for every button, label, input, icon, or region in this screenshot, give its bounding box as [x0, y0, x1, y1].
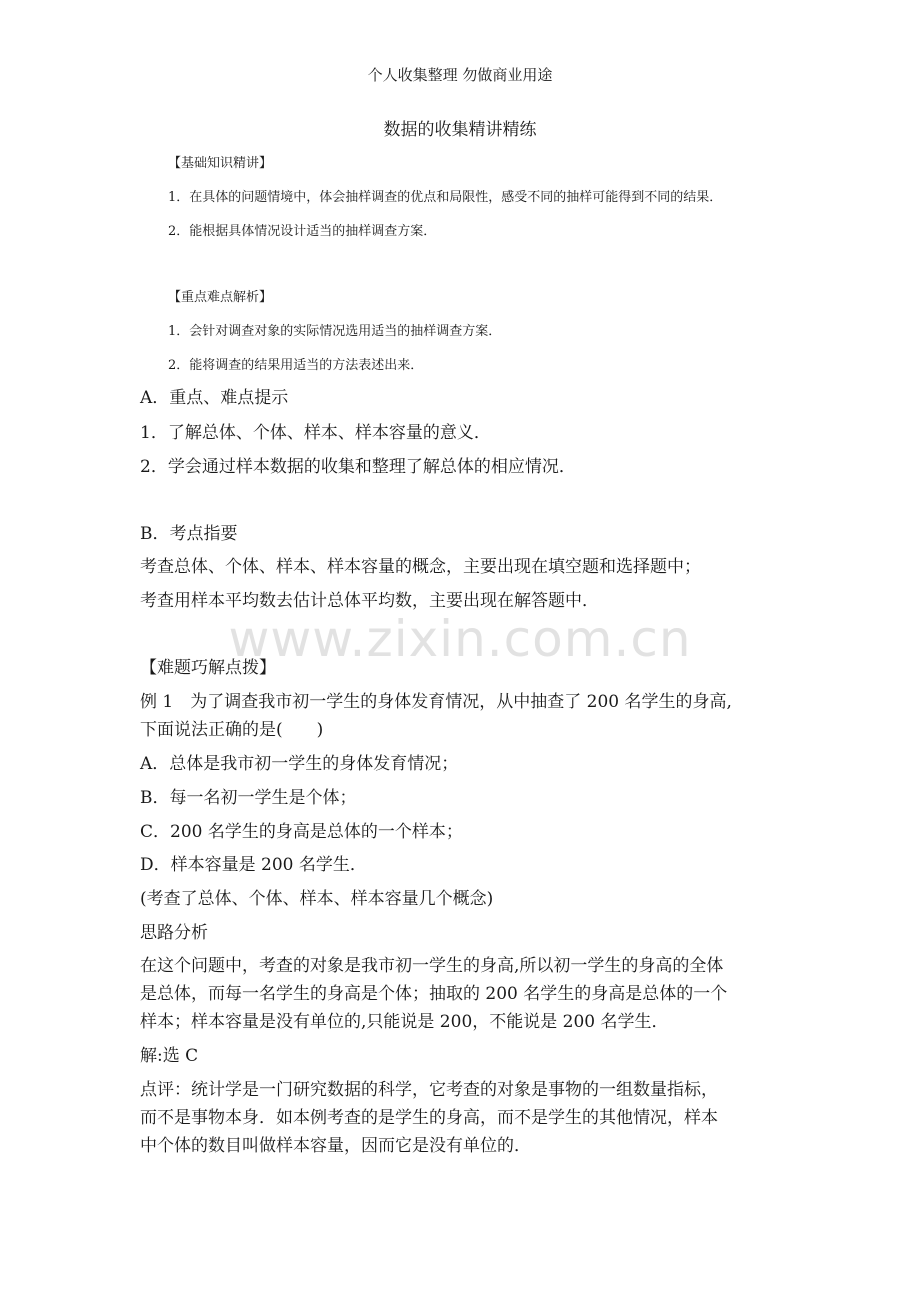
basic-item: 1．在具体的问题情境中，体会抽样调查的优点和局限性，感受不同的抽样可能得到不同的结果． — [168, 190, 723, 205]
section-heading-key: 【重点难点解析】 — [168, 290, 273, 305]
basic-item: 2．能根据具体情况设计适当的抽样调查方案． — [168, 224, 437, 239]
comment-line: 而不是事物本身．如本例考查的是学生的身高，而不是学生的其他情况，样本 — [140, 1108, 718, 1128]
section-heading-example: 【难题巧解点拨】 — [140, 658, 276, 678]
section-heading-b: B．考点指要 — [140, 524, 238, 544]
section-heading-a: A．重点、难点提示 — [140, 388, 289, 408]
option-b: B．每一名初一学生是个体； — [140, 788, 357, 808]
comment-line: 中个体的数目叫做样本容量，因而它是没有单位的． — [140, 1136, 531, 1156]
page-title: 数据的收集精讲精练 — [383, 120, 537, 140]
analysis-heading: 思路分析 — [140, 923, 208, 943]
key-item: 2．能将调查的结果用适当的方法表述出来． — [168, 358, 424, 373]
example-question-line: 下面说法正确的是( ) — [140, 720, 324, 740]
option-d: D．样本容量是 200 名学生． — [140, 855, 367, 875]
analysis-line: 是总体，而每一名学生的身高是个体；抽取的 200 名学生的身高是总体的一个 — [140, 984, 728, 1004]
key-item: 1．会针对调查对象的实际情况选用适当的抽样调查方案． — [168, 324, 502, 339]
page-header: 个人收集整理 勿做商业用途 — [367, 66, 553, 84]
comment-line: 点评：统计学是一门研究数据的科学，它考查的对象是事物的一组数量指标， — [140, 1080, 718, 1100]
analysis-line: 样本；样本容量是没有单位的,只能说是 200，不能说是 200 名学生． — [140, 1012, 669, 1032]
example-question-line: 例 1 为了调查我市初一学生的身体发育情况，从中抽查了 200 名学生的身高, — [140, 692, 732, 712]
answer: 解:选 C — [140, 1046, 199, 1066]
analysis-line: 在这个问题中，考查的对象是我市初一学生的身高,所以初一学生的身高的全体 — [140, 956, 724, 976]
watermark: www.zixin.com.cn — [228, 610, 692, 668]
section-heading-basic: 【基础知识精讲】 — [168, 156, 273, 171]
part-b-line: 考查用样本平均数去估计总体平均数，主要出现在解答题中． — [140, 591, 599, 611]
part-a-item: 2．学会通过样本数据的收集和整理了解总体的相应情况． — [140, 457, 576, 477]
option-c: C．200 名学生的身高是总体的一个样本； — [140, 822, 463, 842]
part-a-item: 1．了解总体、个体、样本、样本容量的意义． — [140, 423, 491, 443]
example-note: (考查了总体、个体、样本、样本容量几个概念) — [140, 889, 494, 909]
option-a: A．总体是我市初一学生的身体发育情况； — [140, 754, 459, 774]
part-b-line: 考查总体、个体、样本、样本容量的概念，主要出现在填空题和选择题中； — [140, 557, 701, 577]
